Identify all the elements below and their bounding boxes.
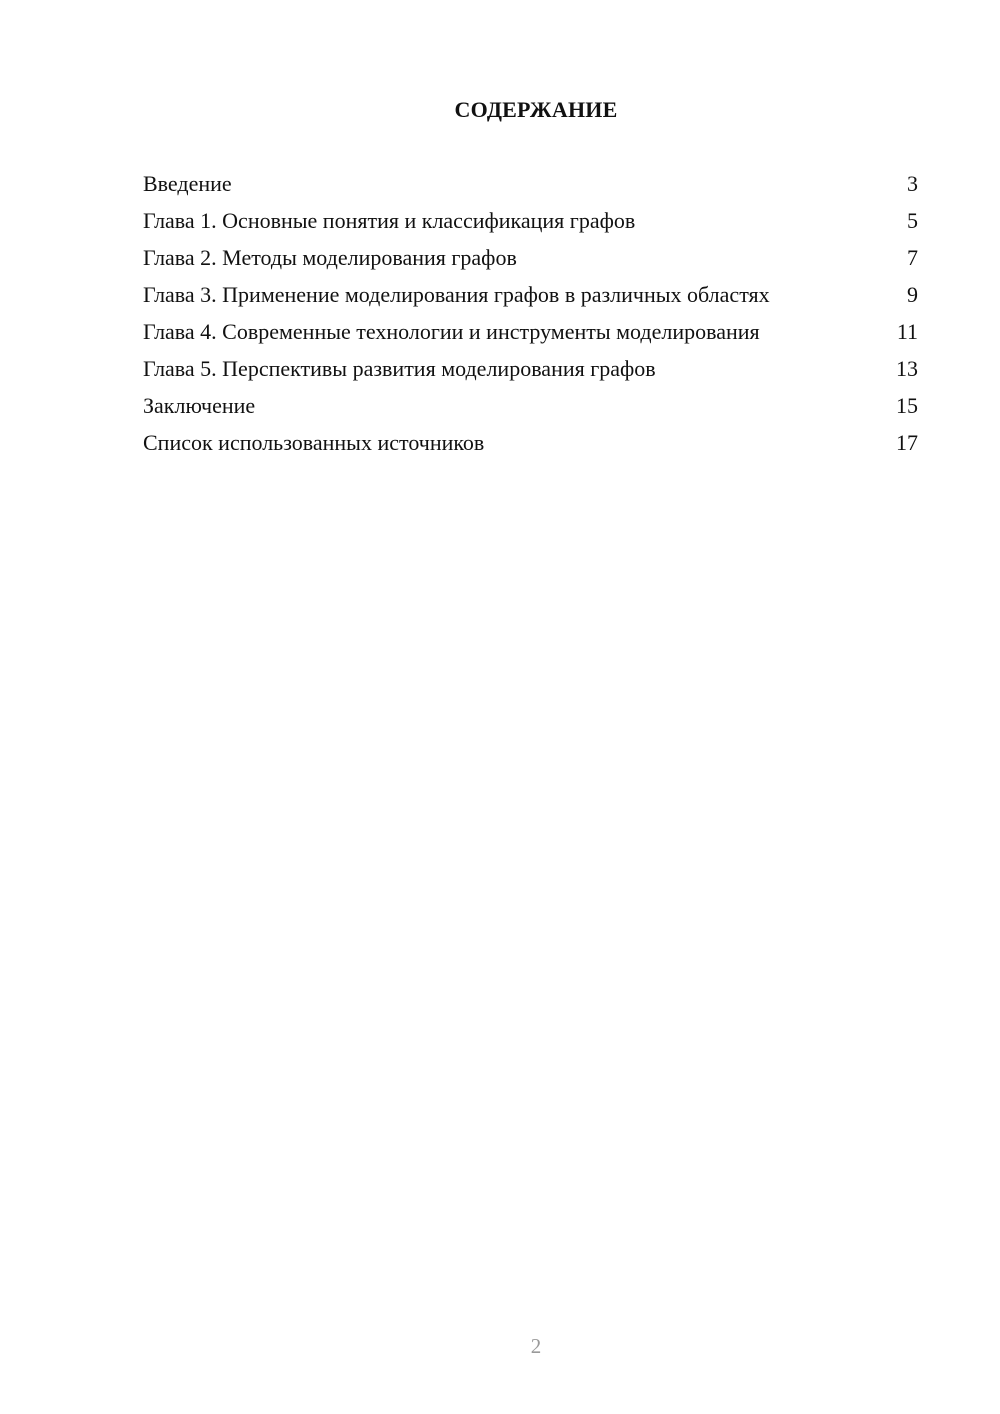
toc-entry-chapter-4 bbox=[143, 319, 918, 345]
toc-entry-label: Список использованных источников bbox=[143, 430, 485, 455]
toc-entry-conclusion bbox=[143, 393, 918, 419]
toc-entry-chapter-1 bbox=[143, 208, 918, 234]
table-of-contents bbox=[143, 171, 918, 467]
toc-entry-label: Глава 2. Методы моделирования графов bbox=[143, 245, 517, 270]
page-number: 2 bbox=[530, 1334, 542, 1358]
toc-entry-page: 15 bbox=[896, 393, 918, 418]
toc-title: СОДЕРЖАНИЕ bbox=[454, 97, 618, 122]
toc-entry-label: Глава 1. Основные понятия и классификация графов bbox=[143, 208, 636, 233]
toc-entry-label: Глава 4. Современные технологии и инструменты моделирования bbox=[143, 319, 760, 344]
toc-entry-page: 5 bbox=[907, 208, 918, 233]
toc-entry-chapter-2 bbox=[143, 245, 918, 271]
toc-entry-page: 7 bbox=[907, 245, 918, 270]
toc-entry-label: Введение bbox=[143, 171, 232, 196]
toc-entry-label: Заключение bbox=[143, 393, 256, 418]
toc-entry-label: Глава 5. Перспективы развития моделирования графов bbox=[143, 356, 656, 381]
toc-entry-introduction bbox=[143, 171, 918, 197]
toc-entry-references bbox=[143, 430, 918, 456]
toc-entry-label: Глава 3. Применение моделирования графов в различных областях bbox=[143, 282, 770, 307]
toc-entry-page: 17 bbox=[896, 430, 918, 455]
toc-entry-page: 11 bbox=[896, 319, 918, 344]
toc-entry-chapter-5 bbox=[143, 356, 918, 382]
toc-entry-page: 9 bbox=[907, 282, 918, 307]
toc-entry-page: 13 bbox=[896, 356, 918, 381]
toc-entry-page: 3 bbox=[907, 171, 918, 196]
toc-entry-chapter-3 bbox=[143, 282, 918, 308]
